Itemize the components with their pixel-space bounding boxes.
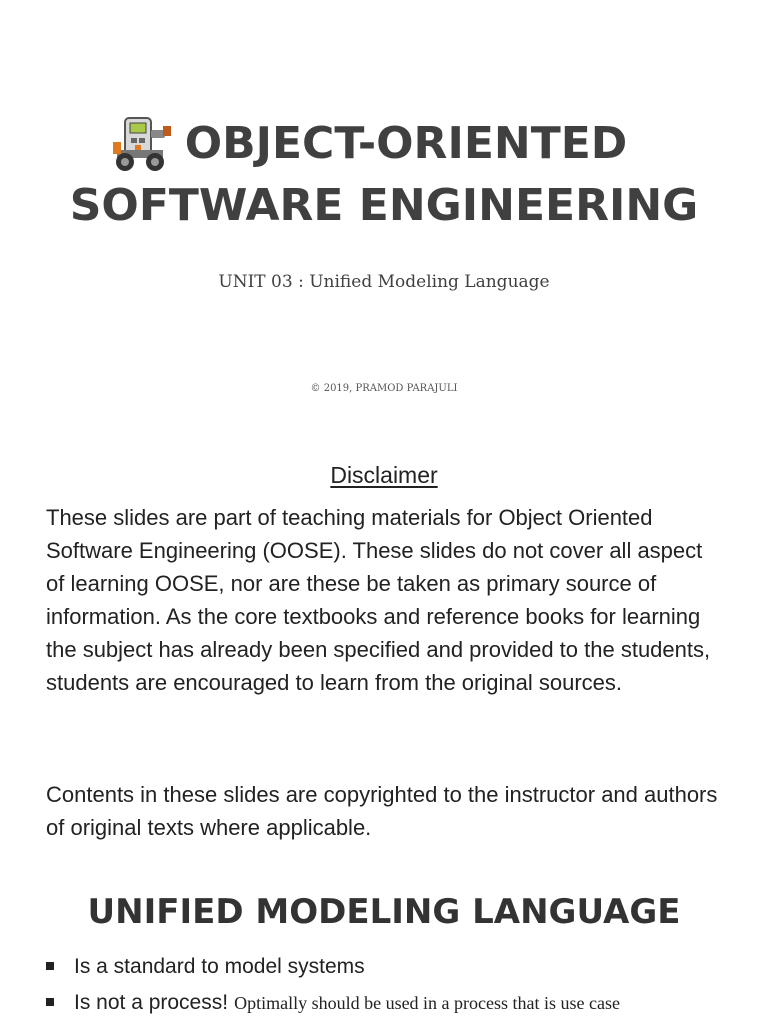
cover-subtitle: UNIT 03 : Unified Modeling Language xyxy=(218,272,550,292)
bullet-text: Is a standard to model systems xyxy=(74,955,365,978)
square-bullet-icon xyxy=(46,962,54,970)
disclaimer-paragraph-1: These slides are part of teaching materials for Object Oriented Software Engineering (OOSE). These slides do not cover all aspect of learning OOSE, nor are these be taken as primary source of information. As the core textbooks and reference books for learning the subject has already been specified and provided to the students, students are encouraged to learn from the original sources. xyxy=(46,505,711,695)
cover-copyright: © 2019, PRAMOD PARAJULI xyxy=(310,383,458,394)
disclaimer-heading: Disclaimer xyxy=(330,462,438,488)
lego-robot-icon xyxy=(111,112,175,176)
cover-title-text-1: OBJECT-ORIENTED xyxy=(184,118,628,169)
square-bullet-icon xyxy=(46,998,54,1006)
cover-title-line-2: SOFTWARE ENGINEERING xyxy=(69,180,699,231)
cover-title-block xyxy=(0,112,768,236)
disclaimer-paragraph-2: Contents in these slides are copyrighted to the instructor and authors of original texts where applicable. xyxy=(46,782,718,840)
list-item xyxy=(46,991,746,1027)
list-item xyxy=(46,955,746,991)
bullet-text: Is not a process! xyxy=(74,991,229,1014)
bullet-extra-text: Optimally should be used in a process that is use case xyxy=(234,993,620,1013)
uml-bullet-list xyxy=(46,955,746,1027)
cover-title-line-1 xyxy=(0,112,768,176)
uml-section-heading: UNIFIED MODELING LANGUAGE xyxy=(87,892,681,932)
